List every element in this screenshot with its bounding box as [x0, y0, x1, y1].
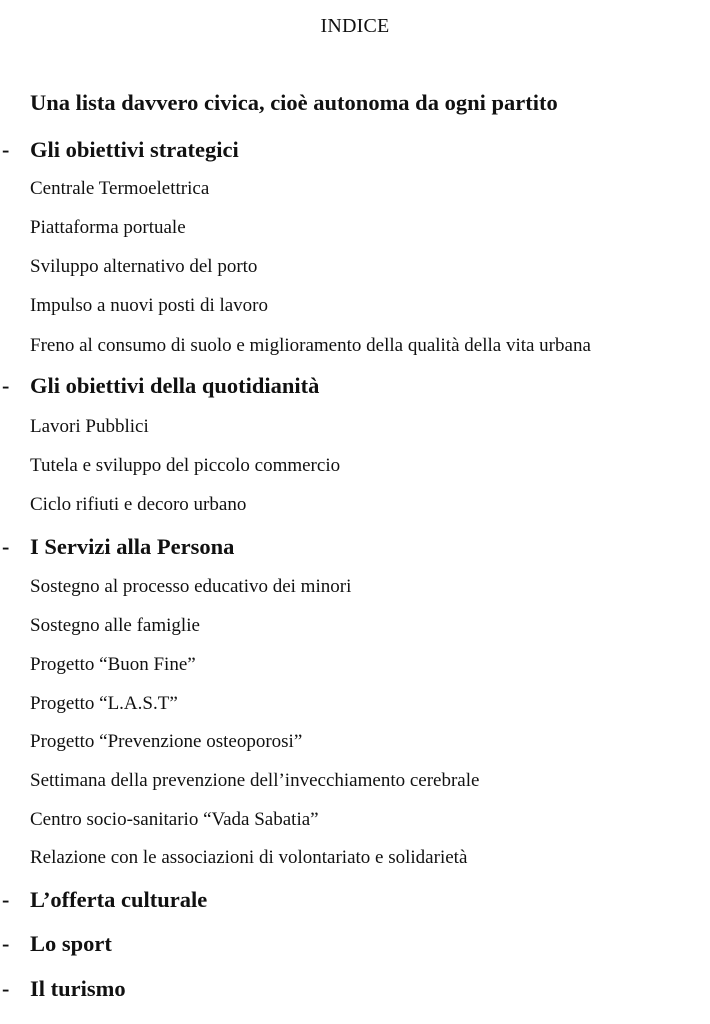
- section-marker: -: [2, 137, 10, 162]
- page-title: INDICE: [320, 15, 390, 37]
- list-item: Sviluppo alternativo del porto: [30, 256, 258, 277]
- section-heading-obiettivi-strategici: Gli obiettivi strategici: [30, 137, 239, 162]
- list-item: Impulso a nuovi posti di lavoro: [30, 295, 269, 316]
- section-marker: -: [2, 887, 10, 912]
- section-marker: -: [2, 976, 10, 1001]
- list-item: Lavori Pubblici: [30, 416, 149, 437]
- list-item: Freno al consumo di suolo e miglioramento della qualità della vita urbana: [30, 335, 591, 356]
- list-item: Centro socio-sanitario “Vada Sabatia”: [30, 809, 319, 830]
- list-item: Relazione con le associazioni di volontariato e solidarietà: [30, 847, 468, 868]
- section-heading-obiettivi-quotidianita: Gli obiettivi della quotidianità: [30, 373, 320, 398]
- intro-heading: Una lista davvero civica, cioè autonoma da ogni partito: [30, 90, 558, 115]
- section-marker: -: [2, 534, 10, 559]
- section-heading-servizi-persona: I Servizi alla Persona: [30, 534, 235, 559]
- section-heading-offerta-culturale: L’offerta culturale: [30, 887, 208, 912]
- list-item: Progetto “Prevenzione osteoporosi”: [30, 731, 303, 752]
- section-marker: -: [2, 373, 10, 398]
- list-item: Settimana della prevenzione dell’invecchiamento cerebrale: [30, 770, 480, 791]
- list-item: Progetto “L.A.S.T”: [30, 693, 178, 714]
- list-item: Sostegno alle famiglie: [30, 615, 200, 636]
- list-item: Ciclo rifiuti e decoro urbano: [30, 494, 247, 515]
- section-marker: -: [2, 931, 10, 956]
- list-item: Sostegno al processo educativo dei minori: [30, 576, 352, 597]
- section-heading-turismo: Il turismo: [30, 976, 126, 1001]
- list-item: Piattaforma portuale: [30, 217, 186, 238]
- list-item: Tutela e sviluppo del piccolo commercio: [30, 455, 341, 476]
- section-heading-sport: Lo sport: [30, 931, 112, 956]
- list-item: Centrale Termoelettrica: [30, 178, 210, 199]
- list-item: Progetto “Buon Fine”: [30, 654, 196, 675]
